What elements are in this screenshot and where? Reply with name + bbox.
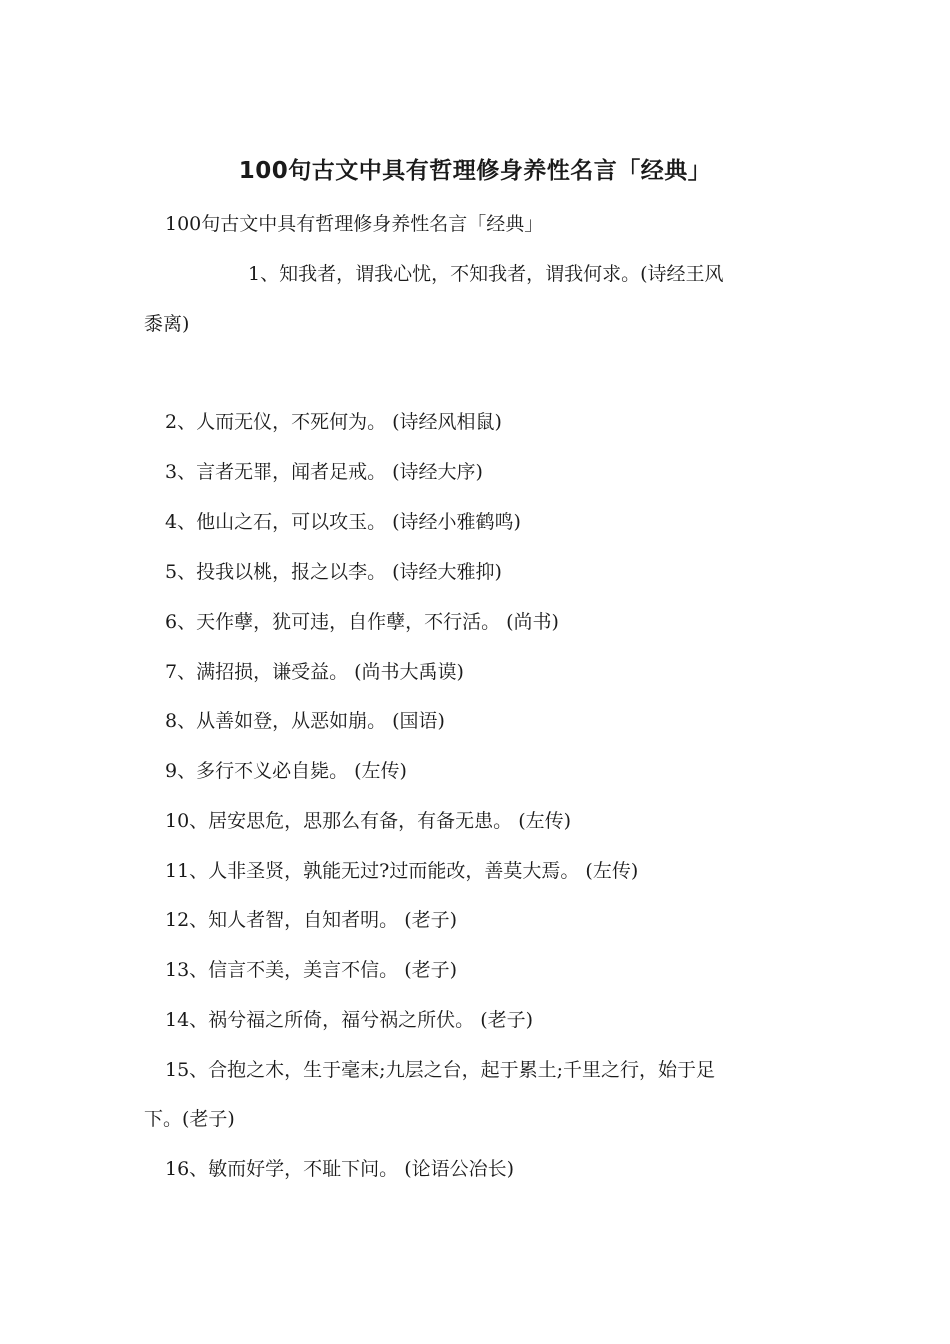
entry-16: 16、敏而好学，不耻下问。 (论语公冶长)	[165, 1158, 515, 1180]
document-subtitle: 100句古文中具有哲理修身养性名言「经典」	[165, 213, 544, 235]
entry-1-line-1: 1、知我者，谓我心忧，不知我者，谓我何求。(诗经王风	[248, 263, 724, 285]
entry-11: 11、人非圣贤，孰能无过?过而能改，善莫大焉。 (左传)	[165, 860, 639, 882]
entry-13: 13、信言不美，美言不信。 (老子)	[165, 959, 458, 981]
entry-4: 4、他山之石，可以攻玉。 (诗经小雅鹤鸣)	[165, 511, 521, 533]
entry-1-line-2: 黍离)	[144, 313, 190, 335]
entry-14: 14、祸兮福之所倚，福兮祸之所伏。 (老子)	[165, 1009, 534, 1031]
entry-5: 5、投我以桃，报之以李。 (诗经大雅抑)	[165, 561, 502, 583]
document-title: 100句古文中具有哲理修身养性名言「经典」	[238, 158, 712, 184]
entry-8: 8、从善如登，从恶如崩。 (国语)	[165, 710, 445, 732]
entry-3: 3、言者无罪，闻者足戒。 (诗经大序)	[165, 461, 483, 483]
entry-10: 10、居安思危，思那么有备，有备无患。 (左传)	[165, 810, 572, 832]
entry-7: 7、满招损，谦受益。 (尚书大禹谟)	[165, 661, 464, 683]
entry-15-line-1: 15、合抱之木，生于毫末;九层之台，起于累土;千里之行，始于足	[165, 1059, 715, 1081]
entry-6: 6、天作孽，犹可违，自作孽，不行活。 (尚书)	[165, 611, 559, 633]
entry-2: 2、人而无仪，不死何为。 (诗经风相鼠)	[165, 411, 502, 433]
entry-12: 12、知人者智，自知者明。 (老子)	[165, 909, 458, 931]
entry-9: 9、多行不义必自毙。 (左传)	[165, 760, 407, 782]
entry-15-line-2: 下。(老子)	[144, 1108, 235, 1130]
